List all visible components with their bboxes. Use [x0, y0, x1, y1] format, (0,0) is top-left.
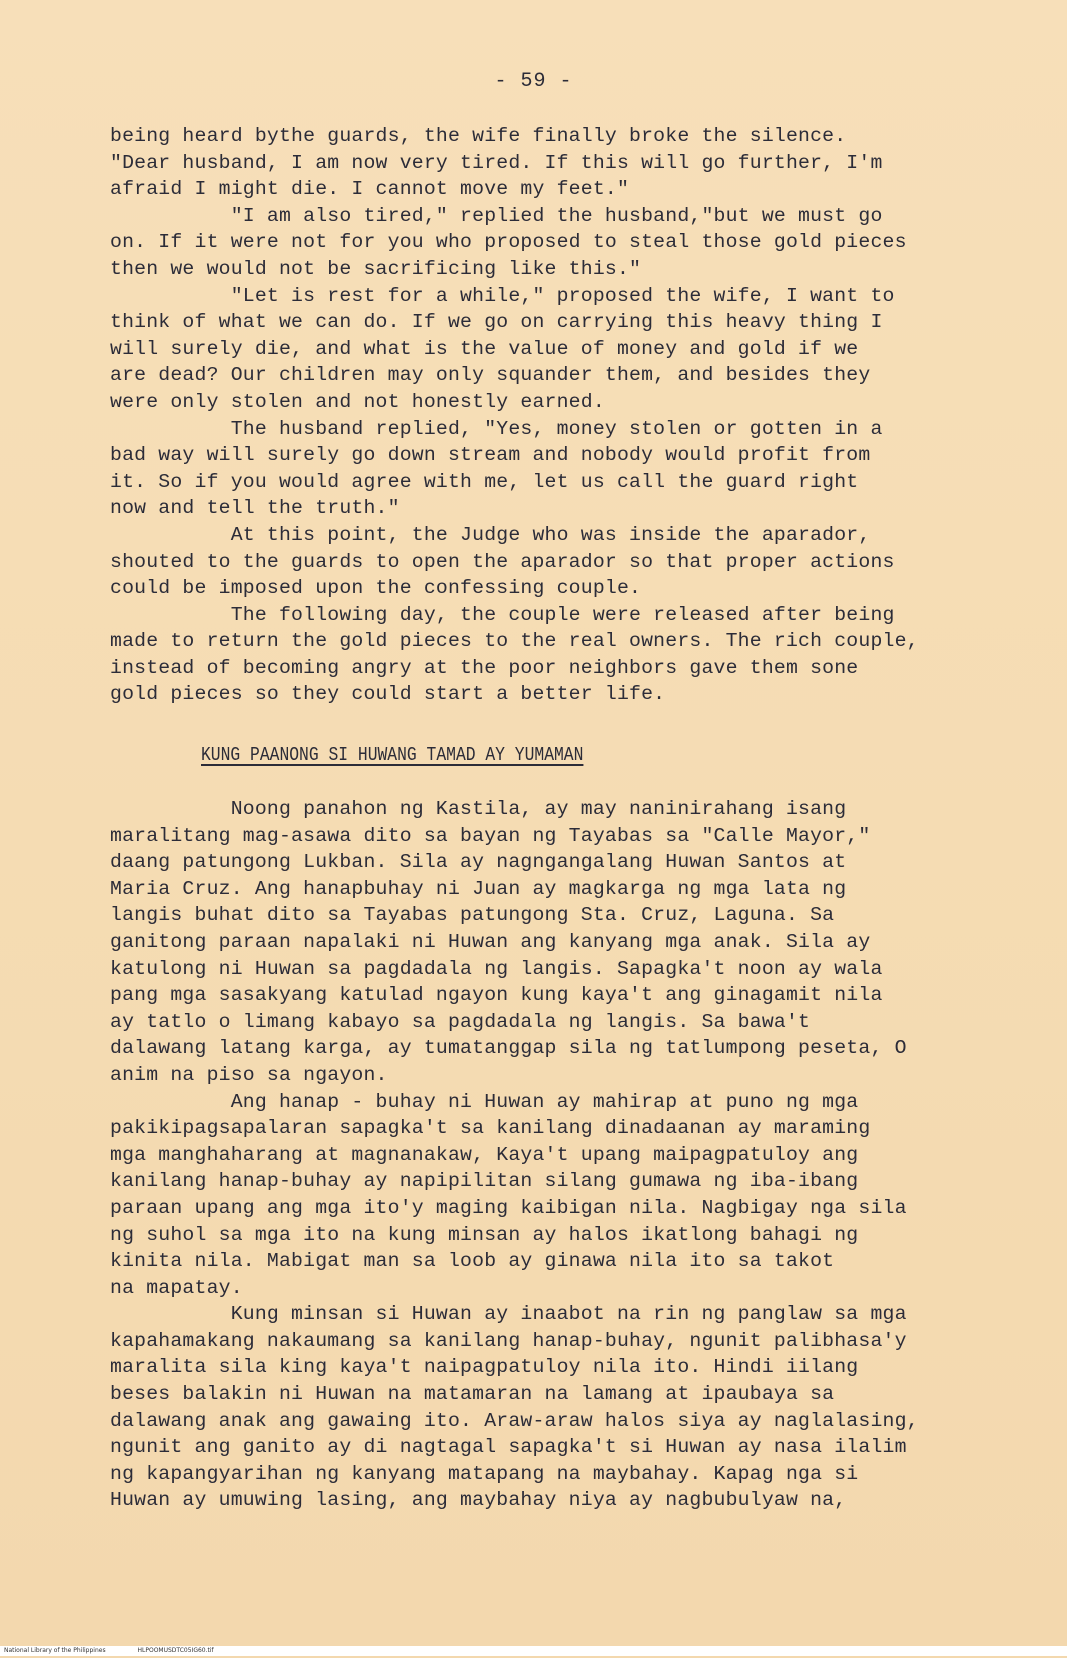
- text-line: kapahamakang nakaumang sa kanilang hanap-buhay, ngunit palibhasa'y: [110, 1329, 907, 1352]
- text-line: "Dear husband, I am now very tired. If this will go further, I'm: [110, 151, 883, 174]
- text-line: afraid I might die. I cannot move my feet.": [110, 178, 630, 201]
- text-line: At this point, the Judge who was inside the aparador,: [110, 523, 871, 546]
- text-line: "I am also tired," replied the husband,"but we must go: [110, 204, 883, 227]
- text-line: kinita nila. Mabigat man sa loob ay ginawa nila ito sa takot: [110, 1250, 835, 1273]
- text-line: anim na piso sa ngayon.: [110, 1063, 388, 1086]
- story-body-text: [110, 796, 1010, 1514]
- text-line: ganitong paraan napalaki ni Huwan ang kanyang mga anak. Sila ay: [110, 930, 871, 953]
- footer-library-name: National Library of the Philippines: [4, 1647, 106, 1654]
- text-line: pakikipagsapalaran sapagka't sa kanilang dinadaanan ay maraming: [110, 1117, 871, 1140]
- text-line: "Let is rest for a while," proposed the wife, I want to: [110, 284, 895, 307]
- text-line: could be imposed upon the confessing couple.: [110, 577, 642, 600]
- text-line: Maria Cruz. Ang hanapbuhay ni Juan ay magkarga ng mga lata ng: [110, 877, 847, 900]
- text-line: dalawang anak ang gawaing ito. Araw-araw halos siya ay naglalasing,: [110, 1409, 919, 1432]
- footer-file-id: HLPOOMUSDTC05IG60.tif: [137, 1647, 214, 1654]
- text-line: will surely die, and what is the value of money and gold if we: [110, 337, 859, 360]
- text-line: na mapatay.: [110, 1276, 243, 1299]
- text-line: daang patungong Lukban. Sila ay nagngangalang Huwan Santos at: [110, 851, 847, 874]
- section-heading: KUNG PAANONG SI HUWANG TAMAD AY YUMAMAN: [201, 744, 584, 766]
- text-line: bad way will surely go down stream and nobody would profit from: [110, 444, 871, 467]
- scan-footer: [0, 1646, 1067, 1656]
- text-line: are dead? Our children may only squander them, and besides they: [110, 364, 871, 387]
- text-line: dalawang latang karga, ay tumatanggap sila ng tatlumpong peseta, O: [110, 1037, 907, 1060]
- text-line: mga manghaharang at magnanakaw, Kaya't upang maipagpatuloy ang: [110, 1143, 859, 1166]
- text-line: pang mga sasakyang katulad ngayon kung kaya't ang ginagamit nila: [110, 984, 883, 1007]
- text-line: gold pieces so they could start a better life.: [110, 683, 666, 706]
- text-line: instead of becoming angry at the poor neighbors gave them sone: [110, 656, 859, 679]
- text-line: on. If it were not for you who proposed to steal those gold pieces: [110, 231, 907, 254]
- text-line: kanilang hanap-buhay ay napipilitan silang gumawa ng iba-ibang: [110, 1170, 859, 1193]
- text-line: Kung minsan si Huwan ay inaabot na rin ng panglaw sa mga: [110, 1303, 907, 1326]
- text-line: shouted to the guards to open the aparador so that proper actions: [110, 550, 895, 573]
- text-line: Noong panahon ng Kastila, ay may naninirahang isang: [110, 798, 847, 820]
- text-line: maralitang mag-asawa dito sa bayan ng Tayabas sa "Calle Mayor,": [110, 824, 871, 847]
- text-line: Huwan ay umuwing lasing, ang maybahay niya ay nagbubulyaw na,: [110, 1489, 847, 1512]
- text-line: ng kapangyarihan ng kanyang matapang na maybahay. Kapag nga si: [110, 1462, 859, 1485]
- text-line: Ang hanap - buhay ni Huwan ay mahirap at puno ng mga: [110, 1090, 859, 1113]
- text-line: ng suhol sa mga ito na kung minsan ay halos ikatlong bahagi ng: [110, 1223, 859, 1246]
- text-line: maralita sila king kaya't naipagpatuloy nila ito. Hindi iilang: [110, 1356, 859, 1379]
- text-line: it. So if you would agree with me, let us call the guard right: [110, 470, 859, 493]
- text-line: being heard bythe guards, the wife finally broke the silence.: [110, 125, 847, 147]
- text-line: then we would not be sacrificing like this.": [110, 257, 642, 280]
- text-line: made to return the gold pieces to the real owners. The rich couple,: [110, 630, 919, 653]
- text-line: The husband replied, "Yes, money stolen or gotten in a: [110, 417, 883, 440]
- text-line: now and tell the truth.": [110, 497, 400, 520]
- page-number: - 59 -: [494, 70, 573, 93]
- text-line: ngunit ang ganito ay di nagtagal sapagka't si Huwan ay nasa ilalim: [110, 1436, 907, 1459]
- story-conclusion-text: [110, 123, 1010, 708]
- text-line: katulong ni Huwan sa pagdadala ng langis. Sapagka't noon ay wala: [110, 957, 883, 980]
- text-line: beses balakin ni Huwan na matamaran na lamang at ipaubaya sa: [110, 1383, 835, 1406]
- text-line: The following day, the couple were released after being: [110, 603, 895, 626]
- text-line: langis buhat dito sa Tayabas patungong Sta. Cruz, Laguna. Sa: [110, 904, 835, 927]
- text-line: think of what we can do. If we go on carrying this heavy thing I: [110, 311, 883, 334]
- text-line: paraan upang ang mga ito'y maging kaibigan nila. Nagbigay nga sila: [110, 1196, 907, 1219]
- text-line: were only stolen and not honestly earned.: [110, 390, 605, 413]
- text-line: ay tatlo o limang kabayo sa pagdadala ng langis. Sa bawa't: [110, 1010, 811, 1033]
